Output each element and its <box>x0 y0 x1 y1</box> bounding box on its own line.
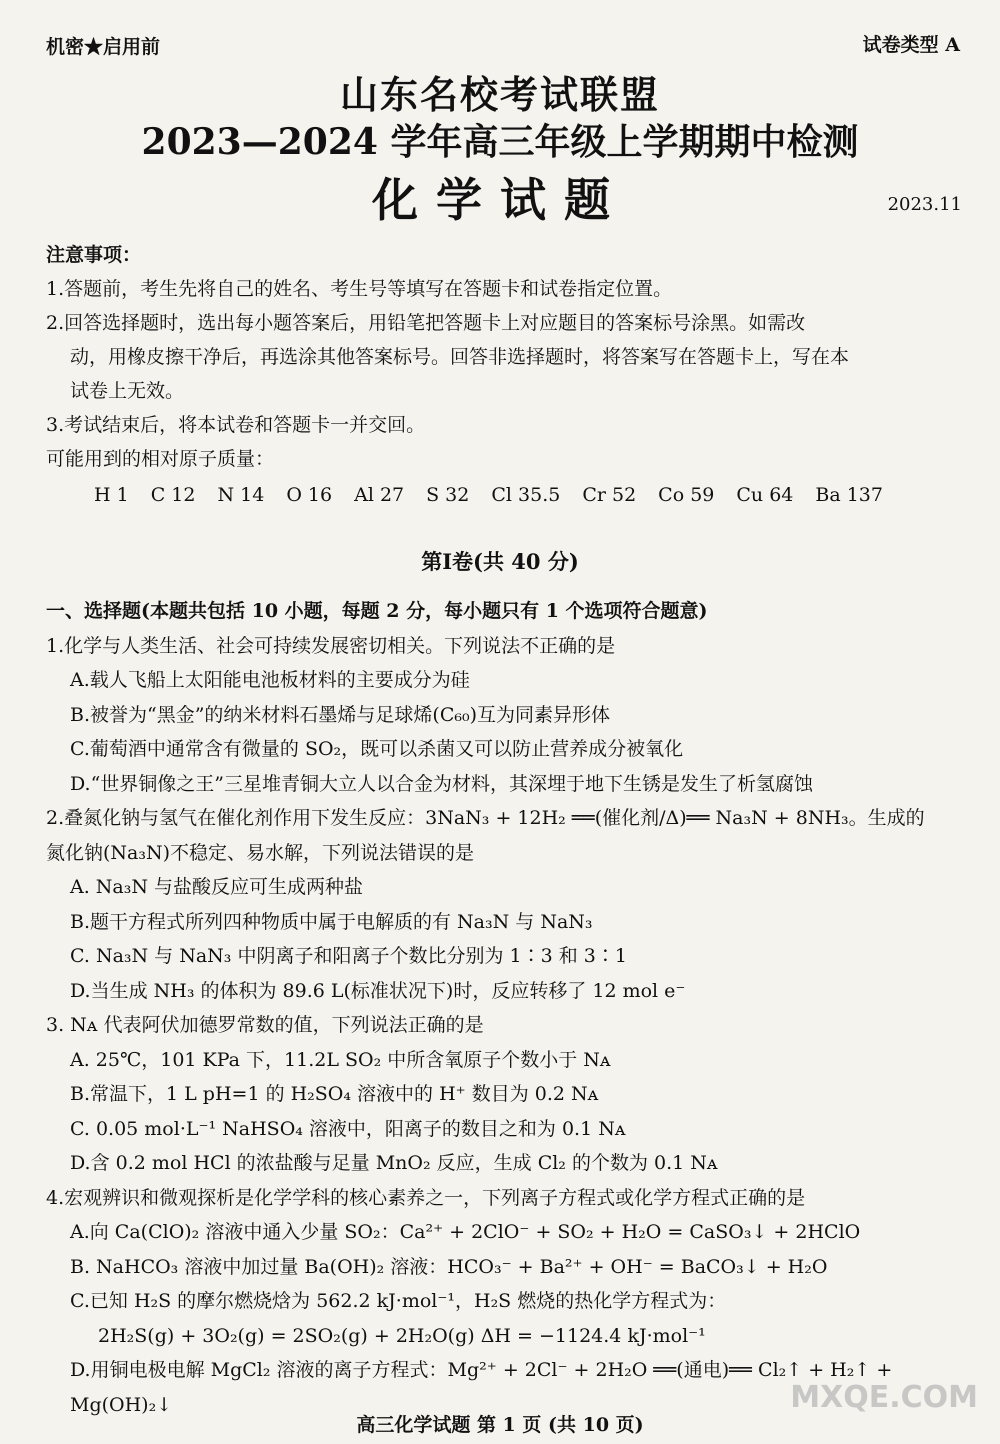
note-item: 试卷上无效。 <box>70 380 185 402</box>
question-4-option-a: A.向 Ca(ClO)₂ 溶液中通入少量 SO₂：Ca²⁺ + 2ClO⁻ + SO₂ + H₂O = CaSO₃↓ + 2HClO <box>70 1221 861 1243</box>
mass-item: O 16 <box>286 484 333 506</box>
question-2-stem-cont: 氮化钠(Na₃N)不稳定、易水解，下列说法错误的是 <box>46 841 475 864</box>
mass-item: C 12 <box>150 484 196 506</box>
confidential-label: 机密★启用前 <box>46 36 161 58</box>
mass-item: Ba 137 <box>815 484 883 506</box>
mass-item: N 14 <box>217 484 265 506</box>
exam-date: 2023.11 <box>887 194 962 215</box>
exam-union-title: 山东名校考试联盟 <box>339 72 660 117</box>
mass-heading: 可能用到的相对原子质量： <box>46 448 275 470</box>
mass-item: Co 59 <box>658 484 715 506</box>
note-item: 3.考试结束后，将本试卷和答题卡一并交回。 <box>46 414 426 436</box>
question-1-option-a: A.载人飞船上太阳能电池板材料的主要成分为硅 <box>70 669 470 691</box>
note-item: 2.回答选择题时，选出每小题答案后，用铅笔把答题卡上对应题目的答案标号涂黑。如需改 <box>46 312 806 334</box>
question-1-option-d: D.“世界铜像之王”三星堆青铜大立人以合金为材料，其深埋于地下生锈是发生了析氢腐蚀 <box>70 772 814 795</box>
atomic-masses <box>46 478 976 512</box>
question-2-option-d: D.当生成 NH₃ 的体积为 89.6 L(标准状况下)时，反应转移了 12 mol e⁻ <box>70 979 686 1002</box>
mass-item: S 32 <box>426 484 470 506</box>
question-3-option-d: D.含 0.2 mol HCl 的浓盐酸与足量 MnO₂ 反应，生成 Cl₂ 的个数为 0.1 Nᴀ <box>70 1152 718 1174</box>
note-item: 动，用橡皮擦干净后，再选涂其他答案标号。回答非选择题时，将答案写在答题卡上，写在本 <box>70 346 850 368</box>
questions-block <box>46 594 976 1422</box>
question-3-option-c: C. 0.05 mol·L⁻¹ NaHSO₄ 溶液中，阳离子的数目之和为 0.1 Nᴀ <box>70 1117 626 1140</box>
question-2-stem: 2.叠氮化钠与氢气在催化剂作用下发生反应：3NaN₃ + 12H₂ ══(催化剂/Δ)══ Na₃N + 8NH₃。生成的 <box>46 807 925 829</box>
mass-item: Cu 64 <box>736 484 794 506</box>
mass-item: Cr 52 <box>582 484 637 506</box>
subject-title: 化学试题 <box>372 173 628 227</box>
paper-type-label: 试卷类型 A <box>862 34 960 56</box>
question-4-option-c: C.已知 H₂S 的摩尔燃烧焓为 562.2 kJ·mol⁻¹，H₂S 燃烧的热化学方程式为： <box>70 1290 727 1312</box>
mass-item: Al 27 <box>354 484 405 506</box>
question-3-option-a: A. 25℃，101 KPa 下，11.2L SO₂ 中所含氧原子个数小于 Nᴀ <box>70 1048 611 1071</box>
question-4-stem: 4.宏观辨识和微观探析是化学学科的核心素养之一，下列离子方程式或化学方程式正确的是 <box>46 1186 806 1209</box>
question-3-option-b: B.常温下，1 L pH=1 的 H₂SO₄ 溶液中的 H⁺ 数目为 0.2 Nᴀ <box>70 1083 599 1105</box>
mass-item: H 1 <box>94 484 129 506</box>
mass-item: Cl 35.5 <box>491 484 561 506</box>
notes-heading: 注意事项： <box>46 244 142 266</box>
question-1-option-b: B.被誉为“黑金”的纳米材料石墨烯与足球烯(C₆₀)互为同素异形体 <box>70 703 611 726</box>
question-4-option-b: B. NaHCO₃ 溶液中加过量 Ba(OH)₂ 溶液：HCO₃⁻ + Ba²⁺ + OH⁻ = BaCO₃↓ + H₂O <box>70 1255 828 1278</box>
question-3-stem: 3. Nᴀ 代表阿伏加德罗常数的值，下列说法正确的是 <box>46 1014 484 1036</box>
question-1-option-c: C.葡萄酒中通常含有微量的 SO₂，既可以杀菌又可以防止营养成分被氧化 <box>70 738 684 760</box>
notes-block <box>46 238 976 512</box>
exam-term-title: 2023—2024 学年高三年级上学期期中检测 <box>141 121 859 163</box>
question-2-option-a: A. Na₃N 与盐酸反应可生成两种盐 <box>70 876 364 898</box>
page-footer: 高三化学试题 第 1 页 (共 10 页) <box>356 1414 644 1436</box>
question-2-option-c: C. Na₃N 与 NaN₃ 中阴离子和阳离子个数比分别为 1∶3 和 3∶1 <box>70 945 627 967</box>
question-4-option-d: D.用铜电极电解 MgCl₂ 溶液的离子方程式：Mg²⁺ + 2Cl⁻ + 2H₂O ══(通电)══ Cl₂↑ + H₂↑ + Mg(OH)₂↓ <box>70 1359 893 1416</box>
question-2-option-b: B.题干方程式所列四种物质中属于电解质的有 Na₃N 与 NaN₃ <box>70 910 593 933</box>
question-4-equation: 2H₂S(g) + 3O₂(g) = 2SO₂(g) + 2H₂O(g) ΔH = −1124.4 kJ·mol⁻¹ <box>98 1324 706 1347</box>
watermark-logo: MXQE.COM <box>790 1380 978 1415</box>
note-item: 1.答题前，考生先将自己的姓名、考生号等填写在答题卡和试卷指定位置。 <box>46 278 673 300</box>
question-1-stem: 1.化学与人类生活、社会可持续发展密切相关。下列说法不正确的是 <box>46 634 616 657</box>
section-title: 第Ⅰ卷(共 40 分) <box>421 549 579 574</box>
section-heading: 一、选择题(本题共包括 10 小题，每题 2 分，每小题只有 1 个选项符合题意) <box>46 600 708 622</box>
